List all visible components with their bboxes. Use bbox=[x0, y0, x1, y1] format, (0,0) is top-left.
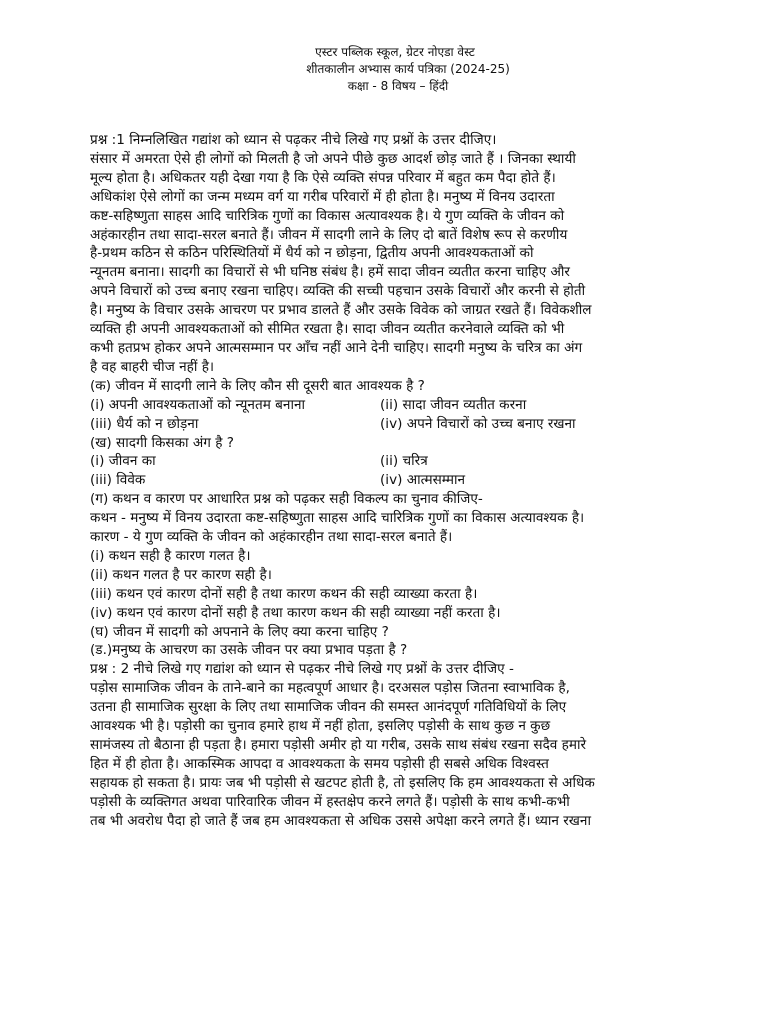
q1-part-a-question: (क) जीवन में सादगी लाने के लिए कौन सी दूसरी बात आवश्यक है ? bbox=[90, 377, 425, 394]
q2-heading: प्रश्न : 2 नीचे लिखे गए गद्यांश को ध्यान से पढ़कर नीचे लिखे गए प्रश्नों के उत्तर दीजिए - bbox=[90, 661, 514, 678]
option-text: (ii) सादा जीवन व्यतीत करना bbox=[380, 396, 527, 413]
passage-line: न्यूनतम बनाना। सादगी का विचारों से भी घनिष्ठ संबंध है। हमें सादा जीवन व्यतीत करना चाहिए और bbox=[90, 264, 570, 281]
q1-part-c-reason: कारण - ये गुण व्यक्ति के जीवन को अहंकारहीन तथा सादा-सरल बनाते हैं। bbox=[90, 529, 453, 546]
passage-line: सहायक हो सकता है। प्रायः जब भी पड़ोसी से खटपट होती है, तो इसलिए कि हम आवश्यकता से अधिक bbox=[90, 774, 595, 791]
q1-part-c-statement: कथन - मनुष्य में विनय उदारता कष्ट-सहिष्णुता साहस आदि चारित्रिक गुणों का विकास अत्यावश्यक है। bbox=[90, 510, 585, 527]
school-name: एस्टर पब्लिक स्कूल, ग्रेटर नोएडा वेस्ट bbox=[315, 45, 475, 59]
option-text: (i) अपनी आवश्यकताओं को न्यूनतम बनाना bbox=[90, 396, 306, 413]
q1-part-a-options-row2 bbox=[90, 415, 690, 434]
q1-heading: प्रश्न :1 निम्नलिखित गद्यांश को ध्यान से पढ़कर नीचे लिखे गए प्रश्नों के उत्तर दीजिए। bbox=[90, 132, 497, 148]
passage-line: तब भी अवरोध पैदा हो जाते हैं जब हम आवश्यकता से अधिक उससे अपेक्षा करने लगते हैं। ध्यान रखना bbox=[90, 812, 591, 829]
option-text: (ii) कथन गलत है पर कारण सही है। bbox=[90, 566, 272, 583]
passage-line: पड़ोसी के व्यक्तिगत अथवा पारिवारिक जीवन में हस्तक्षेप करने लगते हैं। पड़ोसी के साथ कभी-कभी bbox=[90, 793, 570, 810]
option-text: (i) जीवन का bbox=[90, 453, 156, 470]
passage-line: हित में ही होता है। आकस्मिक आपदा व आवश्यकता के समय पड़ोसी ही सबसे अधिक विश्वस्त bbox=[90, 755, 549, 772]
worksheet-body bbox=[90, 131, 690, 831]
option-text: (iv) अपने विचारों को उच्च बनाए रखना bbox=[380, 415, 576, 432]
option-text: (iii) धैर्य को न छोड़ना bbox=[90, 415, 199, 432]
option-text: (iv) कथन एवं कारण दोनों सही है तथा कारण कथन की सही व्याख्या नहीं करता है। bbox=[90, 604, 501, 621]
q1-part-b-options-row2 bbox=[90, 471, 690, 490]
passage-line: संसार में अमरता ऐसे ही लोगों को मिलती है जो अपने पीछे कुछ आदर्श छोड़ जाते हैं । जिनका स्थायी bbox=[90, 150, 576, 167]
option-text: (ii) चरित्र bbox=[380, 453, 428, 470]
passage-line: अपने विचारों को उच्च बनाए रखना चाहिए। व्यक्ति की सच्ची पहचान उसके विचारों और करनी से होती bbox=[90, 283, 586, 300]
option-text: (iii) विवेक bbox=[90, 472, 146, 489]
passage-line: है वह बाहरी चीज नहीं है। bbox=[90, 358, 215, 375]
passage-line: कष्ट-सहिष्णुता साहस आदि चारित्रिक गुणों का विकास अत्यावश्यक है। ये गुण व्यक्ति के जीवन को bbox=[90, 207, 565, 224]
option-text: (iv) आत्मसम्मान bbox=[380, 472, 466, 489]
option-text: (i) कथन सही है कारण गलत है। bbox=[90, 547, 251, 564]
passage-line: है। मनुष्य के विचार उसके आचरण पर प्रभाव डालते हैं और उसके विवेक को जाग्रत रखते हैं। विवेकशील bbox=[90, 302, 592, 319]
passage-line: उतना ही सामाजिक सुरक्षा के लिए तथा सामाजिक जीवन की समस्त आनंदपूर्ण गतिविधियों के लिए bbox=[90, 699, 567, 716]
passage-line: व्यक्ति ही अपनी आवश्यकताओं को सीमित रखता है। सादा जीवन व्यतीत करनेवाले व्यक्ति को भी bbox=[90, 321, 565, 338]
passage-line: सामंजस्य तो बैठाना ही पड़ता है। हमारा पड़ोसी अमीर हो या गरीब, उसके साथ संबंध रखना सदैव हमारे bbox=[90, 737, 587, 753]
option-text: (iii) कथन एवं कारण दोनों सही है तथा कारण कथन की सही व्याख्या करता है। bbox=[90, 585, 478, 602]
q1-part-e-question: (ड.)मनुष्य के आचरण का उसके जीवन पर क्या प्रभाव पड़ता है ? bbox=[90, 642, 408, 659]
q1-part-b-options-row1 bbox=[90, 452, 690, 471]
passage-line: अहंकारहीन तथा सादा-सरल बनाते हैं। जीवन में सादगी लाने के लिए दो बातें विशेष रूप से करणीय bbox=[90, 226, 568, 243]
worksheet-header bbox=[90, 44, 690, 95]
passage-line: अधिकांश ऐसे लोगों का जन्म मध्यम वर्ग या गरीब परिवारों में ही होता है। मनुष्य में विनय उदारता bbox=[90, 188, 555, 205]
q1-part-b-question: (ख) सादगी किसका अंग है ? bbox=[90, 434, 235, 451]
passage-line: आवश्यक भी है। पड़ोसी का चुनाव हमारे हाथ में नहीं होता, इसलिए पड़ोसी के साथ कुछ न कुछ bbox=[90, 718, 551, 735]
passage-line: कभी हतप्रभ होकर अपने आत्मसम्मान पर आँच नहीं आने देनी चाहिए। सादगी मनुष्य के चरित्र का अंग bbox=[90, 339, 583, 356]
q1-part-d-question: (घ) जीवन में सादगी को अपनाने के लिए क्या करना चाहिए ? bbox=[90, 623, 389, 640]
q2-passage bbox=[90, 679, 690, 830]
class-subject: कक्षा - 8 विषय – हिंदी bbox=[347, 79, 449, 93]
worksheet-title: शीतकालीन अभ्यास कार्य पत्रिका (2024-25) bbox=[306, 62, 510, 76]
passage-line: है-प्रथम कठिन से कठिन परिस्थितियों में धैर्य को न छोड़ना, द्वितीय अपनी आवश्यकताओं को bbox=[90, 245, 534, 262]
passage-line: मूल्य होता है। अधिकतर यही देखा गया है कि ऐसे व्यक्ति संपन्न परिवार में बहुत कम पैदा होते हैं। bbox=[90, 169, 556, 186]
passage-line: पड़ोस सामाजिक जीवन के ताने-बाने का महत्वपूर्ण आधार है। दरअसल पड़ोस जितना स्वाभाविक है, bbox=[90, 680, 570, 697]
q1-part-a-options-row1 bbox=[90, 396, 690, 415]
q1-part-c-question: (ग) कथन व कारण पर आधारित प्रश्न को पढ़कर सही विकल्प का चुनाव कीजिए- bbox=[90, 491, 483, 508]
q1-passage bbox=[90, 150, 690, 377]
